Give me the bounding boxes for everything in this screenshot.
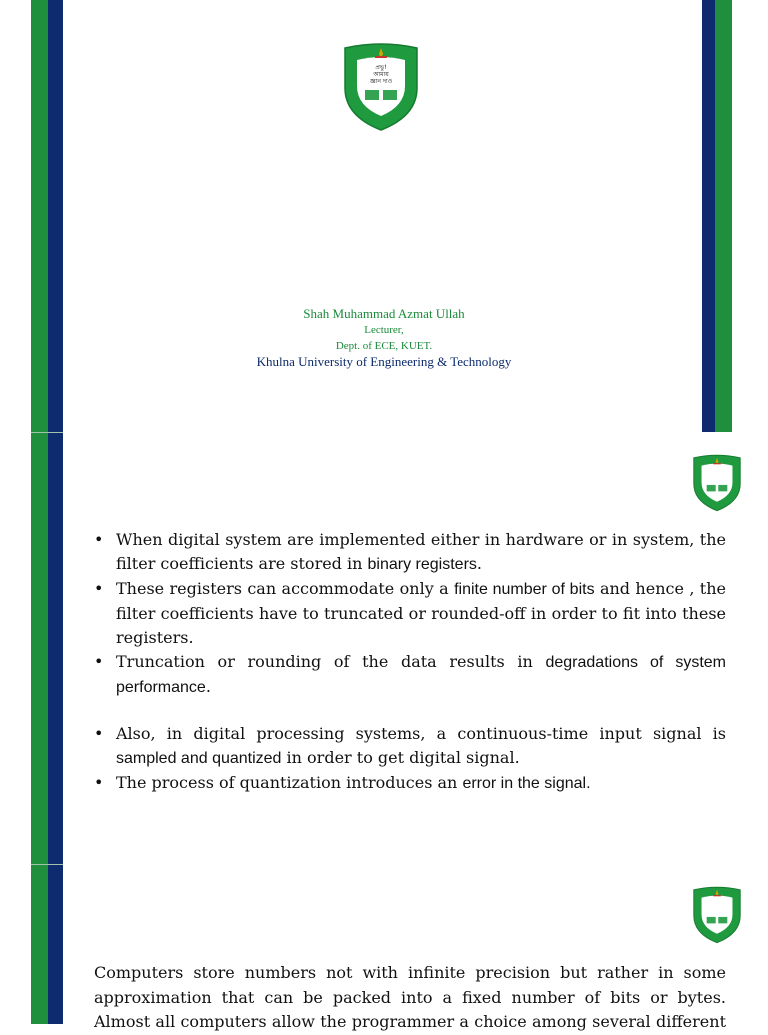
author-role: Lecturer, [364,324,404,336]
bullet-highlight: binary registers [367,556,477,573]
crest-line-1: প্রভু! [375,64,387,71]
bullet-item [94,528,726,577]
crest-line-3: জ্ঞান দাও [369,78,393,85]
university-crest-logo-icon [691,886,743,944]
author-dept: Dept. of ECE, KUET. [335,340,433,352]
bullet-highlight: sampled and quantized [116,750,282,767]
bullet-text: These registers can accommodate only a [116,579,455,598]
author-university: Khulna University of Engineering & Technology [256,354,512,369]
crest-logo-small-2 [691,886,743,944]
author-name: Shah Muhammad Azmat Ullah [303,306,465,321]
bullet-item [94,771,726,796]
bullet-text: Also, in digital processing systems, a continuous-time input signal is [116,724,726,743]
paragraph-number-representation: Computers store numbers not with infinite precision but rather in some approximation that can be packed into a fixed number of bits or bytes. Almost all computers allow the programmer a choice among several different [94,963,726,1031]
bullet-text: The process of quantization introduces an [116,773,463,792]
slide-title [0,0,768,432]
bullet-text: Truncation or rounding of the data results in [116,652,546,671]
bullet-text-end: in order to get digital signal. [281,748,520,767]
bullet-item [94,650,726,700]
bullet-item [94,722,726,771]
university-crest-logo-svg [341,42,421,132]
bullet-highlight: finite number of bits [454,581,595,598]
bullet-highlight: error in the signal. [462,775,591,792]
author-block [0,306,768,370]
bullet-list [94,528,726,796]
bullet-text-end: . [205,677,211,696]
bullet-text-end: and hence , the filter coefficients have to truncated or rounded-off in order to fit into these registers. [116,579,726,647]
bullet-text-end: . [476,554,482,573]
university-crest-logo-icon [691,454,743,512]
bullet-item [94,577,726,650]
slide-divider-2 [31,864,63,865]
crest-line-2: আমায় [373,71,389,78]
bullet-highlight: degradations of system performance [116,654,727,696]
university-crest-logo [341,42,421,132]
bullet-text: When digital system are implemented either in hardware or in system, the filter coefficients are stored in [116,530,726,573]
crest-text [365,64,397,85]
crest-logo-small-1 [691,454,743,512]
